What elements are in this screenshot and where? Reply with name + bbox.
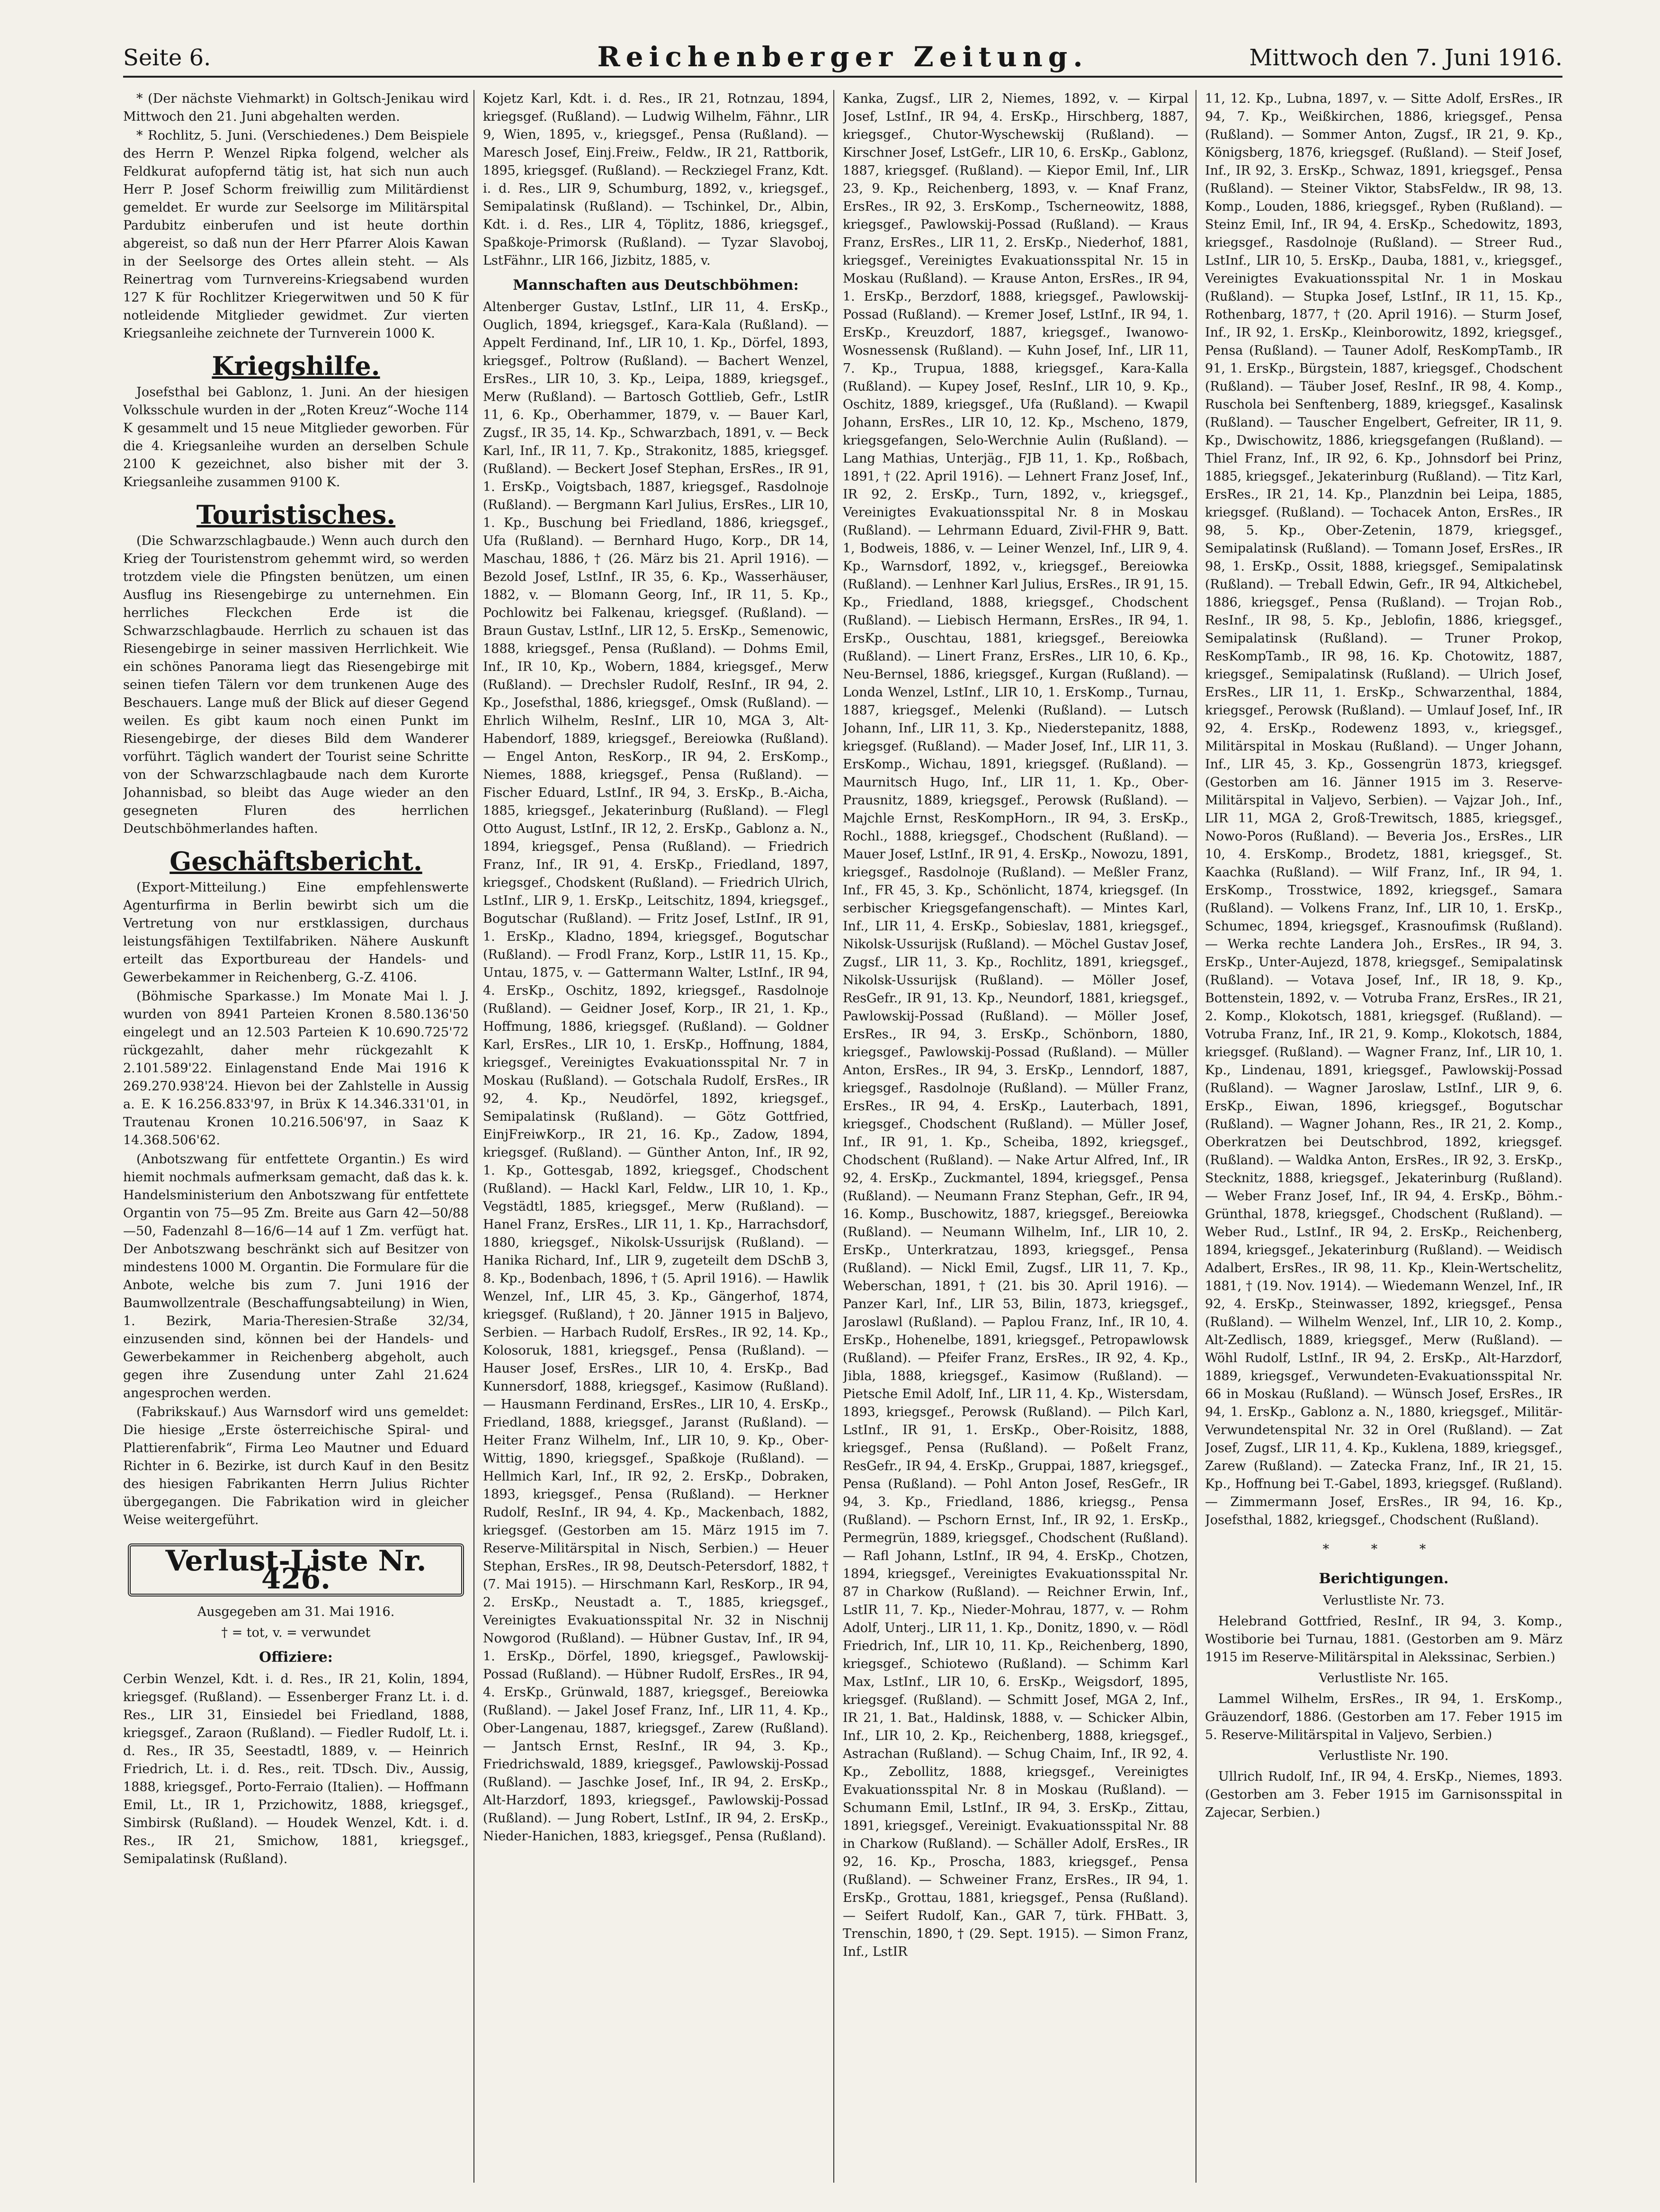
article-kriegshilfe: Josefsthal bei Gablonz, 1. Juni. An der hiesigen Volksschule wurden in der „Roten Kreuz“-Woche 114 K gesammelt und 15 neue Mitglieder geworben. Für die 4. Kriegsanleihe wurden an derselben Schule 2100 K gezeichnet, also bisher mit der 3. Kriegsanleihe zusammen 9100 K. xyxy=(123,385,469,490)
page-number: Seite 6. xyxy=(123,45,211,71)
casualty-entries: Altenberger Gustav, LstInf., LIR 11, 4. ErsKp., Ouglich, 1894, kriegsgef., Kara-Kala (Rußland). — Appelt Ferdinand, Inf., LIR 10, 1. Kp., Dörfel, 1893, kriegsgef., Poltrow (Rußland). — Bachert Wenzel, ErsRes., LIR 10, 3. Kp., Leipa, 1889, kriegsgef., Merw (Rußland). — Bartosch Gottlieb, Gefr., LstIR 11, 6. Kp., Oberhammer, 1879, v. — Bauer Karl, Zugsf., IR 35, 14. Kp., Schwarzbach, 1891, v. — Beck Karl, Inf., IR 11, 7. Kp., Strakonitz, 1885, kriegsgef. (Rußland). — Beckert Josef Stephan, ErsRes., IR 91, 1. ErsKp., Voigtsbach, 1887, kriegsgef., Rasdolnoje (Rußland). — Bergmann Karl Julius, ErsRes., LIR 10, 1. Kp., Buschung bei Friedland, 1886, kriegsgef., Ufa (Rußland). — Bernhard Hugo, Korp., DR 14, Maschau, 1886, † (26. März bis 21. April 1916). — Bezold Josef, LstInf., IR 35, 6. Kp., Wasserhäuser, 1882, v. — Blomann Georg, Inf., IR 11, 5. Kp., Pochlowitz bei Falkenau, kriegsgef. (Rußland). — Braun Gustav, LstInf., LIR 12, 5. ErsKp., Semenowic, 1888, kriegsgef., Pensa (Rußland). — Dohms Emil, Inf., IR 10, Kp., Wobern, 1884, kriegsgef., Merw (Rußland). — Drechsler Rudolf, ResInf., IR 94, 2. Kp., Josefsthal, 1886, kriegsgef., Omsk (Rußland). — Ehrlich Wilhelm, ResInf., LIR 10, MGA 3, Alt-Habendorf, 1889, kriegsgef., Bereiowka (Rußland). — Engel Anton, ResKorp., IR 94, 2. ErsKomp., Niemes, 1888, kriegsgef., Pensa (Rußland). — Fischer Eduard, LstInf., IR 94, 3. ErsKp., B.-Aicha, 1885, kriegsgef., Jekaterinburg (Rußland). — Flegl Otto August, LstInf., IR 12, 2. ErsKp., Gablonz a. N., 1894, kriegsgef., Pensa (Rußland). — Friedrich Franz, Inf., IR 91, 4. ErsKp., Friedland, 1897, kriegsgef., Chodskent (Rußland). — Friedrich Ulrich, LstInf., LIR 9, 1. ErsKp., Leitschitz, 1894, kriegsgef., Bogutschar (Rußland). — Fritz Josef, LstInf., IR 91, 1. ErsKp., Kladno, 1894, kriegsgef., Bogutschar (Rußland). — Frodl Franz, Korp., LstIR 11, 15. Kp., Untau, 1875, v. — Gattermann Walter, LstInf., IR 94, 4. ErsKp., Oschitz, 1892, kriegsgef., Rasdolnoje (Rußland). — Geidner Josef, Korp., IR 21, 1. Kp., Hoffmung, 1886, kriegsgef. (Rußland). — Goldner Karl, ErsRes., LIR 10, 1. ErsKp., Hoffnung, 1884, kriegsgef., Vereinigtes Evakuationsspital Nr. 7 in Moskau (Rußland). — Gotschala Rudolf, ErsRes., IR 92, 4. Kp., Neudörfel, 1892, kriegsgef., Semipalatinsk (Rußland). — Götz Gottfried, EinjFreiwKorp., IR 21, 16. Kp., Zadow, 1894, kriegsgef. (Rußland). — Günther Anton, Inf., IR 92, 1. Kp., Gottesgab, 1892, kriegsgef., Chodschent (Rußland). — Hackl Karl, Feldw., LIR 10, 1. Kp., Vegstädtl, 1885, kriegsgef., Merw (Rußland). — Hanel Franz, ErsRes., LIR 11, 1. Kp., Harrachsdorf, 1880, kriegsgef., Nikolsk-Ussurijsk (Rußland). — Hanika Richard, Inf., LIR 9, zugeteilt dem DSchB 3, 8. Kp., Bodenbach, 1896, † (5. April 1916). — Hawlik Wenzel, Inf., LIR 45, 3. Kp., Gängerhof, 1874, kriegsgef. (Rußland), † 20. Jänner 1915 in Baljevo, Serbien. — Harbach Rudolf, ErsRes., IR 92, 14. Kp., Kolosoruk, 1881, kriegsgef., Pensa (Rußland). — Hauser Josef, ErsRes., LIR 10, 4. ErsKp., Bad Kunnersdorf, 1888, kriegsgef., Kasimow (Rußland). — Hausmann Ferdinand, ErsRes., LIR 10, 4. ErsKp., Friedland, 1888, kriegsgef., Jaranst (Rußland). — Heiter Franz Wilhelm, Inf., LIR 10, 9. Kp., Ober-Wittig, 1890, kriegsgef., Spaßkoje (Rußland). — Hellmich Karl, Inf., IR 92, 2. ErsKp., Dobraken, 1893, kriegsgef., Pensa (Rußland). — Herkner Rudolf, ResInf., IR 94, 4. Kp., Mackenbach, 1882, kriegsgef. (Gestorben am 15. März 1915 im 7. Reserve-Militärspital in Nisch, Serbien.) — Heuer Stephan, ErsRes., IR 98, Deutsch-Petersdorf, 1882, † (7. Mai 1915). — Hirschmann Karl, ResKorp., IR 94, 2. ErsKp., Neustadt a. T., 1885, kriegsgef., Vereinigtes Evakuationsspital Nr. 32 in Nischnij Nowgorod (Rußland). — Hübner Gustav, Inf., IR 94, 1. ErsKp., Dörfel, 1890, kriegsgef., Pawlowskij-Possad (Rußland). — Hübner Rudolf, ErsRes., IR 94, 4. ErsKp., Grünwald, 1887, kriegsgef., Bereiowka (Rußland). — Jakel Josef Franz, Inf., LIR 11, 4. Kp., Ober-Langenau, 1887, kriegsgef., Zarew (Rußland). — Jantsch Ernst, ResInf., IR 94, 3. Kp., Friedrichswald, 1889, kriegsgef., Pawlowskij-Possad (Rußland). — Jaschke Josef, Inf., IR 94, 2. ErsKp., Alt-Harzdorf, 1893, kriegsgef., Pawlowskij-Possad (Rußland). — Jung Robert, LstInf., IR 94, 2. ErsKp., Nieder-Hanichen, 1883, kriegsgef., Pensa (Rußland). xyxy=(483,300,829,1844)
article-viehmarkt: * (Der nächste Viehmarkt) in Goltsch-Jenikau wird Mittwoch den 21. Juni abgehalten werden. xyxy=(123,91,469,124)
masthead: Reichenberger Zeitung. xyxy=(597,41,1089,73)
column-1 xyxy=(123,90,469,2183)
section-title-kriegshilfe: Kriegshilfe. xyxy=(212,351,380,381)
legend: † = tot, v. = verwundet xyxy=(221,1625,371,1640)
section-title-geschaeftsbericht: Geschäftsbericht. xyxy=(170,846,422,876)
correction-list-165: Lammel Wilhelm, ErsRes., IR 94, 1. ErsKomp., Gräuzendorf, 1886. (Gestorben am 17. Feber 1915 im 5. Reserve-Militärspital in Valjevo, Serbien.) xyxy=(1205,1692,1562,1742)
subhead-mannschaften: Mannschaften aus Deutschböhmen: xyxy=(513,277,799,294)
issue-date: Mittwoch den 7. Juni 1916. xyxy=(1249,45,1562,71)
casualty-list-title: Verlust-Liste Nr. 426. xyxy=(128,1543,464,1597)
article-schwarzschlagbaude: (Die Schwarzschlagbaude.) Wenn auch durch den Krieg der Touristenstrom gehemmt wird, so werden trotzdem viele die Pfingsten benützen, um einen Ausflug ins Riesengebirge zu unternehmen. Ein herrliches Fleckchen Erde ist die Schwarzschlagbaude. Herrlich zu schauen ist das Riesengebirge in seiner massiven Herrlichkeit. Wie ein schönes Panorama liegt das Riesengebirge mit seinen tiefen Tälern vor dem trunkenen Auge des Beschauers. Lange muß der Blick auf dieser Gegend weilen. Es gibt kaum noch einen Punkt im Riesengebirge, der dieses Bild dem Wanderer vorführt. Täglich wandert der Tourist seine Schritte von der Schwarzschlagbaude nach dem Kurorte Johannisbad, so bleibt das Auge wieder an den gesegneten Fluren des herrlichen Deutschböhmerlandes haften. xyxy=(123,534,469,836)
article-rochlitz: * Rochlitz, 5. Juni. (Verschiedenes.) Dem Beispiele des Herrn P. Wenzel Ripka folgend, welcher als Feldkurat aufopfernd tätig ist, hat sich nun auch Herr P. Josef Schorm freiwillig zum Militärdienst gemeldet. Er wurde zur Seelsorge im Militärspital Pardubitz einberufen und ist heute dorthin abgereist, so daß nun der Herr Pfarrer Alois Kawan in der Seelsorge des Ortes allein steht. — Als Reinertrag vom Turnvereins-Kriegsabend wurden 127 K für Rochlitzer Kriegerwitwen und 50 K für notleidende Mitglieder gewidmet. Zur vierten Kriegsanleihe zeichnete der Turnverein 1000 K. xyxy=(123,128,469,341)
correction-list-73: Helebrand Gottfried, ResInf., IR 94, 3. Komp., Wostiborie bei Turnau, 1881. (Gestorben am 9. März 1915 im Reserve-Militärspital in Alekssinac, Serbien.) xyxy=(1205,1614,1562,1665)
article-export: (Export-Mitteilung.) Eine empfehlenswerte Agenturfirma in Berlin bewirbt sich um die Vertretung von nur erstklassigen, durchaus leistungsfähigen Textilfabriken. Nähere Auskunft erteilt das Exportbureau der Handels- und Gewerbekammer in Reichenberg, G.-Z. 4106. xyxy=(123,880,469,985)
column-3 xyxy=(843,90,1188,2183)
correction-list-190: Ullrich Rudolf, Inf., IR 94, 4. ErsKp., Niemes, 1893. (Gestorben am 3. Feber 1915 im Garnisonsspital in Zajecar, Serbien.) xyxy=(1205,1769,1562,1820)
casualty-entries: Kanka, Zugsf., LIR 2, Niemes, 1892, v. — Kirpal Josef, LstInf., IR 94, 4. ErsKp., Hirschberg, 1887, kriegsgef., Chutor-Wyschewskij (Rußland). — Kirschner Josef, LstGefr., LIR 10, 6. ErsKp., Gablonz, 1887, kriegsgef. (Rußland). — Kiepor Emil, Inf., LIR 23, 9. Kp., Reichenberg, 1893, v. — Knaf Franz, ErsRes., IR 92, 3. ErsKomp., Tscherneowitz, 1888, kriegsgef., Pawlowskij-Possad (Rußland). — Kraus Franz, ErsRes., LIR 11, 2. ErsKp., Niederhof, 1881, kriegsgef., Vereinigtes Evakuationsspital Nr. 15 in Moskau (Rußland). — Krause Anton, ErsRes., IR 94, 1. ErsKp., Berzdorf, 1888, kriegsgef., Pawlowskij-Possad (Rußland). — Kremer Josef, LstInf., IR 94, 1. ErsKp., Kreuzdorf, 1887, kriegsgef., Iwanowo-Wosnessensk (Rußland). — Kuhn Josef, Inf., LIR 11, 7. Kp., Trupua, 1888, kriegsgef., Kara-Kalla (Rußland). — Kupey Josef, ResInf., LIR 10, 9. Kp., Oschitz, 1889, kriegsgef., Ufa (Rußland). — Kwapil Johann, ErsRes., LIR 10, 12. Kp., Mscheno, 1879, kriegsgefangen, Selo-Werchnie Aulin (Rußland). — Lang Mathias, Unterjäg., FJB 11, 1. Kp., Roßbach, 1891, † (22. April 1916). — Lehnert Franz Josef, Inf., IR 92, 2. ErsKp., Turn, 1892, v., kriegsgef., Vereinigtes Evakuationsspital Nr. 8 in Moskau (Rußland). — Lehrmann Eduard, Zivil-FHR 9, Batt. 1, Bodweis, 1886, v. — Leiner Wenzel, Inf., LIR 9, 4. Kp., Warnsdorf, 1892, v., kriegsgef., Bereiowka (Rußland). — Lenhner Karl Julius, ErsRes., IR 91, 15. Kp., Friedland, 1888, kriegsgef., Chodschent (Rußland). — Liebisch Hermann, ErsRes., IR 94, 1. ErsKp., Ouschtau, 1881, kriegsgef., Bereiowka (Rußland). — Linert Franz, ErsRes., LIR 10, 6. Kp., Neu-Bernsel, 1886, kriegsgef., Kurgan (Rußland). — Londa Wenzel, LstInf., LIR 10, 1. ErsKomp., Turnau, 1887, kriegsgef., Melenki (Rußland). — Lutsch Johann, Inf., LIR 11, 3. Kp., Niederstepanitz, 1888, kriegsgef. (Rußland). — Mader Josef, Inf., LIR 11, 3. ErsKomp., Wichau, 1891, kriegsgef. (Rußland). — Maurnitsch Hugo, Inf., LIR 11, 1. Kp., Ober-Prausnitz, 1889, kriegsgef., Perowsk (Rußland). — Majchle Ernst, ResKompHorn., IR 94, 3. ErsKp., Rochl., 1888, kriegsgef., Chodschent (Rußland). — Mauer Josef, LstInf., IR 91, 4. ErsKp., Nowozu, 1891, kriegsgef., Rasdolnoje (Rußland). — Meßler Franz, Inf., FR 45, 3. Kp., Schönlicht, 1874, kriegsgef. (In serbischer Kriegsgefangenschaft). — Mintes Karl, Inf., LIR 11, 4. ErsKp., Sobieslav, 1881, kriegsgef., Nikolsk-Ussurijsk (Rußland). — Möchel Gustav Josef, Zugsf., LIR 11, 3. Kp., Rochlitz, 1891, kriegsgef., Nikolsk-Ussurijsk (Rußland). — Möller Josef, ResGefr., IR 91, 13. Kp., Neundorf, 1881, kriegsgef., Pawlowskij-Possad (Rußland). — Möller Josef, ErsRes., IR 94, 3. ErsKp., Schönborn, 1880, kriegsgef., Pawlowskij-Possad (Rußland). — Müller Anton, ErsRes., IR 94, 3. ErsKp., Lenndorf, 1887, kriegsgef., Rasdolnoje (Rußland). — Müller Franz, ErsRes., IR 94, 4. ErsKp., Lauterbach, 1891, kriegsgef., Chodschent (Rußland). — Müller Josef, Inf., IR 91, 1. Kp., Scheiba, 1892, kriegsgef., Chodschent (Rußland). — Nake Artur Alfred, Inf., IR 92, 4. ErsKp., Zuckmantel, 1894, kriegsgef., Pensa (Rußland). — Neumann Franz Stephan, Gefr., IR 94, 16. Komp., Buschowitz, 1887, kriegsgef., Bereiowka (Rußland). — Neumann Wilhelm, Inf., LIR 10, 2. ErsKp., Unterkratzau, 1893, kriegsgef., Pensa (Rußland). — Nickl Emil, Zugsf., LIR 11, 7. Kp., Weberschan, 1891, † (21. bis 30. April 1916). — Panzer Karl, Inf., LIR 53, Bilin, 1873, kriegsgef., Jaroslawl (Rußland). — Paplou Franz, Inf., IR 10, 4. ErsKp., Hohenelbe, 1891, kriegsgef., Petropawlowsk (Rußland). — Pfeifer Franz, ErsRes., IR 92, 4. Kp., Jibla, 1888, kriegsgef., Kasimow (Rußland). — Pietsche Emil Adolf, Inf., LIR 11, 4. Kp., Wistersdam, 1893, kriegsgef., Perowsk (Rußland). — Pilch Karl, LstInf., IR 91, 1. ErsKp., Ober-Roisitz, 1888, kriegsgef., Pensa (Rußland). — Poßelt Franz, ResGefr., IR 94, 4. ErsKp., Gruppai, 1887, kriegsgef., Pensa (Rußland). — Pohl Anton Josef, ResGefr., IR 94, 3. Kp., Friedland, 1886, kriegsg., Pensa (Rußland). — Pschorn Ernst, Inf., IR 92, 1. ErsKp., Permegrün, 1889, kriegsgef., Chodschent (Rußland). — Rafl Johann, LstInf., IR 94, 4. ErsKp., Chotzen, 1894, kriegsgef., Vereinigtes Evakuationsspital Nr. 87 in Charkow (Rußland). — Reichner Erwin, Inf., LstIR 11, 7. Kp., Nieder-Mohrau, 1877, v. — Rohm Adolf, Unterj., LIR 11, 1. Kp., Donitz, 1890, v. — Rödl Friedrich, Inf., LIR 10, 11. Kp., Reichenberg, 1890, kriegsgef., Schiotewo (Rußland). — Schimm Karl Max, LstInf., LIR 10, 6. ErsKp., Weigsdorf, 1895, kriegsgef. (Rußland). — Schmitt Josef, MGA 2, Inf., IR 21, 1. Bat., Haldinsk, 1888, v. — Schicker Albin, Inf., LIR 10, 2. Kp., Reichenberg, 1888, kriegsgef., Astrachan (Rußland). — Schug Chaim, Inf., IR 92, 4. Kp., Zebollitz, 1888, kriegsgef., Vereinigtes Evakuationsspital Nr. 8 in Moskau (Rußland). — Schumann Emil, LstInf., IR 94, 3. ErsKp., Zittau, 1891, kriegsgef., Vereinigt. Evakuationsspital Nr. 88 in Charkow (Rußland). — Schäller Adolf, ErsRes., IR 92, 16. Kp., Proscha, 1883, kriegsgef., Pensa (Rußland). — Schweiner Franz, ErsRes., IR 94, 1. ErsKp., Grottau, 1881, kriegsgef., Pensa (Rußland). — Seifert Rudolf, Kan., GAR 7, türk. FHBatt. 3, Trenschin, 1890, † (29. Sept. 1915). — Simon Franz, Inf., LstIR xyxy=(843,91,1188,1959)
section-title-touristisches: Touristisches. xyxy=(196,499,396,530)
correction-list-73-title: Verlustliste Nr. 73. xyxy=(1323,1593,1445,1608)
officer-entries: Cerbin Wenzel, Kdt. i. d. Res., IR 21, Kolin, 1894, kriegsgef. (Rußland). — Essenberger Franz Lt. i. d. Res., LIR 31, Einsiedel bei Friedland, 1888, kriegsgef., Zaraon (Rußland). — Fiedler Rudolf, Lt. i. d. Res., IR 35, Seestadtl, 1889, v. — Heinrich Friedrich, Lt. i. d. Res., reit. TDsch. Div., Aussig, 1888, kriegsgef., Porto-Ferraio (Italien). — Hoffmann Emil, Lt., IR 1, Przichowitz, 1888, kriegsgef., Simbirsk (Rußland). — Houdek Wenzel, Kdt. i. d. Res., IR 21, Smichow, 1881, kriegsgef., Semipalatinsk (Rußland). xyxy=(123,1672,469,1866)
article-anbotszwang: (Anbotszwang für entfettete Organtin.) Es wird hiemit nochmals aufmerksam gemacht, daß das k. k. Handelsministerium den Anbotszwang für entfettete Organtin von 75—95 Zm. Breite aus Garn 42—50/88—50, Fadenzahl 8—16/6—14 auf 1 Zm. verfügt hat. Der Anbotszwang beschränkt sich auf Besitzer von mindestens 1000 M. Organtin. Die Formulare für die Anbote, welche bis zum 7. Juni 1916 der Baumwollzentrale (Beschaffungsabteilung) in Wien, 1. Bezirk, Maria-Theresien-Straße 32/34, einzusenden sind, können bei der Handels- und Gewerbekammer in Reichenberg abgeholt, auch gegen ihre Zusendung unter Zahl 21.624 angesprochen werden. xyxy=(123,1152,469,1400)
page-header xyxy=(123,38,1562,78)
correction-list-190-title: Verlustliste Nr. 190. xyxy=(1319,1748,1449,1763)
article-fabrikskauf: (Fabrikskauf.) Aus Warnsdorf wird uns gemeldet: Die hiesige „Erste österreichische Spiral- und Plattierenfabrik“, Firma Leo Mautner und Eduard Richter in 6. Bezirke, ist durch Kauf in den Besitz des hiesigen Fabrikanten Herrn Julius Richter übergegangen. Die Fabrikation wird in gleicher Weise weitergeführt. xyxy=(123,1405,469,1527)
separator-stars: * * * xyxy=(1322,1542,1445,1557)
subhead-berichtigungen: Berichtigungen. xyxy=(1319,1570,1449,1587)
column-2 xyxy=(483,90,829,2183)
column-rule xyxy=(833,90,834,2183)
officer-entries-cont: Kojetz Karl, Kdt. i. d. Res., IR 21, Rotnzau, 1894, kriegsgef. (Rußland). — Ludwig Wilhelm, Fähnr., LIR 9, Wien, 1895, v., kriegsgef., Pensa (Rußland). — Maresch Josef, Einj.Freiw., Feldw., IR 21, Rattborik, 1895, kriegsgef. (Rußland). — Reckziegel Franz, Kdt. i. d. Res., LIR 9, Schumburg, 1892, v., kriegsgef., Semipalatinsk (Rußland). — Tschinkel, Dr., Albin, Kdt. i. d. Res., LIR 4, Töplitz, 1886, kriegsgef., Spaßkoje-Primorsk (Rußland). — Tyzar Slavoboj, LstFähnr., LIR 166, Jizbitz, 1885, v. xyxy=(483,91,829,268)
correction-list-165-title: Verlustliste Nr. 165. xyxy=(1319,1671,1449,1686)
column-4 xyxy=(1205,90,1562,2183)
casualty-entries: 11, 12. Kp., Lubna, 1897, v. — Sitte Adolf, ErsRes., IR 94, 7. Kp., Weißkirchen, 1886, kriegsgef., Pensa (Rußland). — Sommer Anton, Zugsf., IR 21, 9. Kp., Königsberg, 1876, kriegsgef. (Rußland). — Steif Josef, Inf., IR 92, 3. ErsKp., Schwaz, 1891, kriegsgef., Pensa (Rußland). — Steiner Viktor, StabsFeldw., IR 98, 13. Komp., Louden, 1886, kriegsgef., Ryben (Rußland). — Steinz Emil, Inf., IR 94, 4. ErsKp., Schedowitz, 1893, kriegsgef., Rasdolnoje (Rußland). — Streer Rud., LstInf., LIR 10, 5. ErsKp., Dauba, 1881, v., kriegsgef., Vereinigtes Evakuationsspital Nr. 1 in Moskau (Rußland). — Stupka Josef, LstInf., IR 11, 15. Kp., Rothenbarg, 1877, † (20. April 1916). — Sturm Josef, Inf., IR 92, 1. ErsKp., Kleinborowitz, 1892, kriegsgef., Pensa (Rußland). — Tauner Adolf, ResKompTamb., IR 91, 1. ErsKp., Bürgstein, 1887, kriegsgef., Chodschent (Rußland). — Täuber Josef, ResInf., IR 98, 4. Komp., Ruschola bei Senftenberg, 1889, kriegsgef., Kasalinsk (Rußland). — Tauscher Engelbert, Gefreiter, IR 11, 9. Kp., Dwischowitz, 1886, kriegsgefangen (Rußland). — Thiel Franz, Inf., IR 92, 6. Kp., Johnsdorf bei Prinz, 1885, kriegsgef., Jekaterinburg (Rußland). — Titz Karl, ErsRes., IR 21, 14. Kp., Planzdnin bei Leipa, 1885, kriegsgef. (Rußland). — Tochacek Anton, ErsRes., IR 98, 5. Kp., Ober-Zetenin, 1879, kriegsgef., Semipalatinsk (Rußland). — Tomann Josef, ErsRes., IR 98, 1. ErsKp., Ossit, 1888, kriegsgef., Semipalatinsk (Rußland). — Treball Edwin, Gefr., IR 94, Altkichebel, 1886, kriegsgef., Pensa (Rußland). — Trojan Rob., ResInf., IR 98, 5. Kp., Jeblofin, 1886, kriegsgef., Semipalatinsk (Rußland). — Truner Prokop, ResKompTamb., IR 98, 16. Kp. Chotowitz, 1887, kriegsgef., Semipalatinsk (Rußland). — Ulrich Josef, ErsRes., LIR 11, 1. ErsKp., Schwarzenthal, 1884, kriegsgef., Perowsk (Rußland). — Umlauf Josef, Inf., IR 92, 4. ErsKp., Rodewenz 1893, v., kriegsgef., Militärspital in Moskau (Rußland). — Unger Johann, Inf., LIR 45, 3. Kp., Gossengrün 1873, kriegsgef. (Gestorben am 16. Jänner 1915 im 3. Reserve-Militärspital in Valjevo, Serbien). — Vajzar Joh., Inf., LIR 11, MGA 2, Groß-Trewitsch, 1885, kriegsgef., Nowo-Poros (Rußland). — Beveria Jos., ErsRes., LIR 10, 4. ErsKomp., Brodetz, 1881, kriegsgef., St. Kaachka (Rußland). — Wilf Franz, Inf., IR 94, 1. ErsKomp., Trosstwice, 1892, kriegsgef., Samara (Rußland). — Volkens Franz, Inf., LIR 10, 1. ErsKp., Schumec, 1894, kriegsgef., Krasnoufimsk (Rußland). — Werka rechte Landera Joh., ErsRes., IR 94, 3. ErsKp., Unter-Aujezd, 1878, kriegsgef., Semipalatinsk (Rußland). — Votava Josef, Inf., IR 18, 9. Kp., Bottenstein, 1892, v. — Votruba Franz, ErsRes., IR 21, 2. Komp., Klokotsch, 1881, kriegsgef. (Rußland). — Votruba Franz, Inf., IR 21, 9. Komp., Klokotsch, 1884, kriegsgef. (Rußland). — Wagner Franz, Inf., LIR 10, 1. Kp., Lindenau, 1891, kriegsgef., Pawlowskij-Possad (Rußland). — Wagner Jaroslaw, LstInf., LIR 9, 6. ErsKp., Eiwan, 1896, kriegsgef., Bogutschar (Rußland). — Wagner Johann, Res., IR 21, 2. Komp., Oberkratzen bei Deutschbrod, 1892, kriegsgef. (Rußland). — Waldka Anton, ErsRes., IR 92, 3. ErsKp., Stecknitz, 1888, kriegsgef., Jekaterinburg (Rußland). — Weber Franz Josef, Inf., IR 94, 4. ErsKp., Böhm.-Grünthal, 1878, kriegsgef., Chodschent (Rußland). — Weber Rud., LstInf., IR 94, 2. ErsKp., Reichenberg, 1894, kriegsgef., Jekaterinburg (Rußland). — Weidisch Adalbert, ErsRes., IR 98, 11. Kp., Klein-Wertschelitz, 1881, † (19. Nov. 1914). — Wiedemann Wenzel, Inf., IR 92, 4. ErsKp., Steinwasser, 1892, kriegsgef., Pensa (Rußland). — Wilhelm Wenzel, Inf., LIR 10, 2. Komp., Alt-Zedlisch, 1889, kriegsgef., Merw (Rußland). — Wöhl Rudolf, LstInf., IR 94, 2. ErsKp., Alt-Harzdorf, 1889, kriegsgef., Verwundeten-Evakuationsspital Nr. 66 in Moskau (Rußland). — Wünsch Josef, ErsRes., IR 94, 1. ErsKp., Gablonz a. N., 1880, kriegsgef., Militär-Verwundetenspital Nr. 32 in Orel (Rußland). — Zat Josef, Zugsf., LIR 11, 4. Kp., Kuklena, 1889, kriegsgef., Zarew (Rußland). — Zatecka Franz, Inf., IR 21, 15. Kp., Hoffnung bei T.-Gabel, 1893, kriegsgef. (Rußland). — Zimmermann Josef, ErsRes., IR 94, 16. Kp., Josefsthal, 1882, kriegsgef., Chodschent (Rußland). xyxy=(1205,91,1562,1527)
column-rule xyxy=(473,90,474,2183)
article-sparkasse: (Böhmische Sparkasse.) Im Monate Mai l. J. wurden von 8941 Parteien Kronen 8.580.136'50 eingelegt und an 12.503 Parteien K 10.690.725'72 rückgezahlt, daher mehr rückgezahlt K 2.101.589'22. Einlagenstand Ende Mai 1916 K 269.270.938'24. Hievon bei der Zahlstelle in Aussig a. E. K 16.256.833'97, in Brüx K 14.346.331'01, in Trautenau Kronen 10.216.506'97, in Saaz K 14.368.506'62. xyxy=(123,989,469,1148)
subhead-offiziere: Offiziere: xyxy=(259,1649,333,1666)
issue-note: Ausgegeben am 31. Mai 1916. xyxy=(197,1605,395,1619)
